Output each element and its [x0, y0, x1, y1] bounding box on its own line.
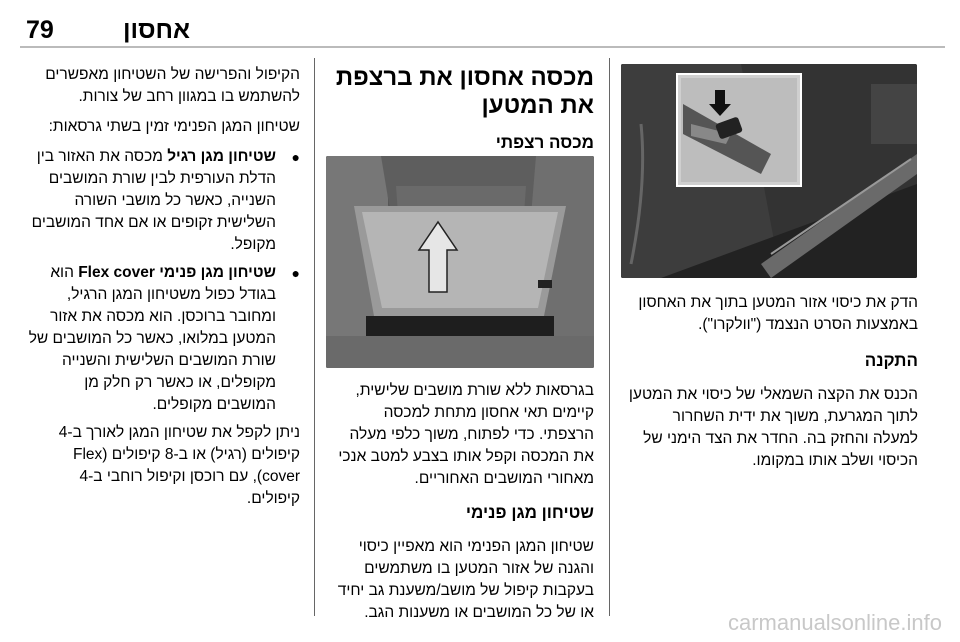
watermark: carmanualsonline.info	[727, 610, 942, 635]
list-item	[28, 262, 300, 416]
left-column	[28, 64, 300, 518]
floor-cover-photo	[326, 156, 594, 368]
regular-cover-text: מכסה את האזור בין הדלת העורפית לבין שורת המושבים השנייה, כאשר כל מושבי השורה השלישית זקופים או אם אחד המושבים מקופל.	[31, 148, 276, 253]
floor-cover-text: בגרסאות ללא שורת מושבים שלישית, קיימים תאי אחסון מתחת למכסה הרצפתי. כדי לפתוח, משוך כלפי מעלה את המכסה וקפל אותו בצבע למטב אנכי מאחורי המושבים האחוריים.	[338, 382, 594, 487]
inner-protection-text: שטיחון המגן הפנימי הוא מאפיין כיסוי והגנה של אזור המטען בו משתמשים בעקבות קיפול של מושב/משענת גב יחיד או של כל המושבים או משענות הגב.	[337, 538, 594, 621]
flex-cover-text: הוא בגודל כפול משטיחון המגן הרגיל, ומחובר ברוכסן. הוא מכסה את אזור המטען במלואו, כאשר כל המושבים של שורת המושבים השלישית והשנייה מקופלים, או כאשר רק חלק מן המושבים מקופלים.	[28, 264, 276, 413]
regular-cover-term: שטיחון מגן רגיל	[167, 148, 276, 165]
cargo-cover-illustration	[621, 64, 917, 278]
fold-options-text: ניתן לקפל את שטיחון המגן לאורך ב-4 קיפולים (רגיל) או ב-8 קיפולים (Flex cover), עם רוכסן וקיפול רוחבי ב-4 קיפולים.	[58, 424, 300, 507]
column-separator	[314, 58, 315, 616]
versions-text: שטיחון המגן הפנימי זמין בשתי גרסאות:	[48, 118, 300, 135]
installation-heading: התקנה	[864, 351, 918, 370]
installation-text: הכנס את הקצה השמאלי של כיסוי את המטען לתוך המגרעת, משוך את ידית השחרור למעלה והחזק בה. החדר את הצד הימני של הכיסוי ושלב אותו במקומו.	[628, 386, 918, 469]
fastening-text: הדק את כיסוי אזור המטען בתוך את האחסון באמצעות הסרט הנצמד ("וולקרו").	[638, 294, 918, 333]
section-heading: מכסה אחסון את ברצפת את המטען	[335, 64, 594, 119]
subsection-heading: מכסה רצפתי	[495, 133, 594, 152]
page-header	[20, 8, 945, 48]
cargo-cover-storage-photo	[621, 64, 917, 278]
floor-cover-illustration	[326, 156, 594, 368]
inner-protection-heading: שטיחון מגן פנימי	[465, 503, 594, 522]
page-number: 79	[26, 16, 54, 44]
right-column	[628, 292, 918, 480]
middle-column-top	[328, 64, 594, 166]
column-separator	[609, 58, 610, 616]
list-item	[28, 146, 300, 256]
folding-text: הקיפול והפרישה של השטיחון מאפשרים להשתמש בו במגוון רחב של צורות.	[45, 66, 300, 105]
flex-cover-term: שטיחון מגן פנימי Flex cover	[78, 264, 276, 281]
section-title: אחסון	[123, 16, 191, 44]
middle-column-bottom	[328, 380, 594, 632]
versions-list	[28, 146, 300, 416]
